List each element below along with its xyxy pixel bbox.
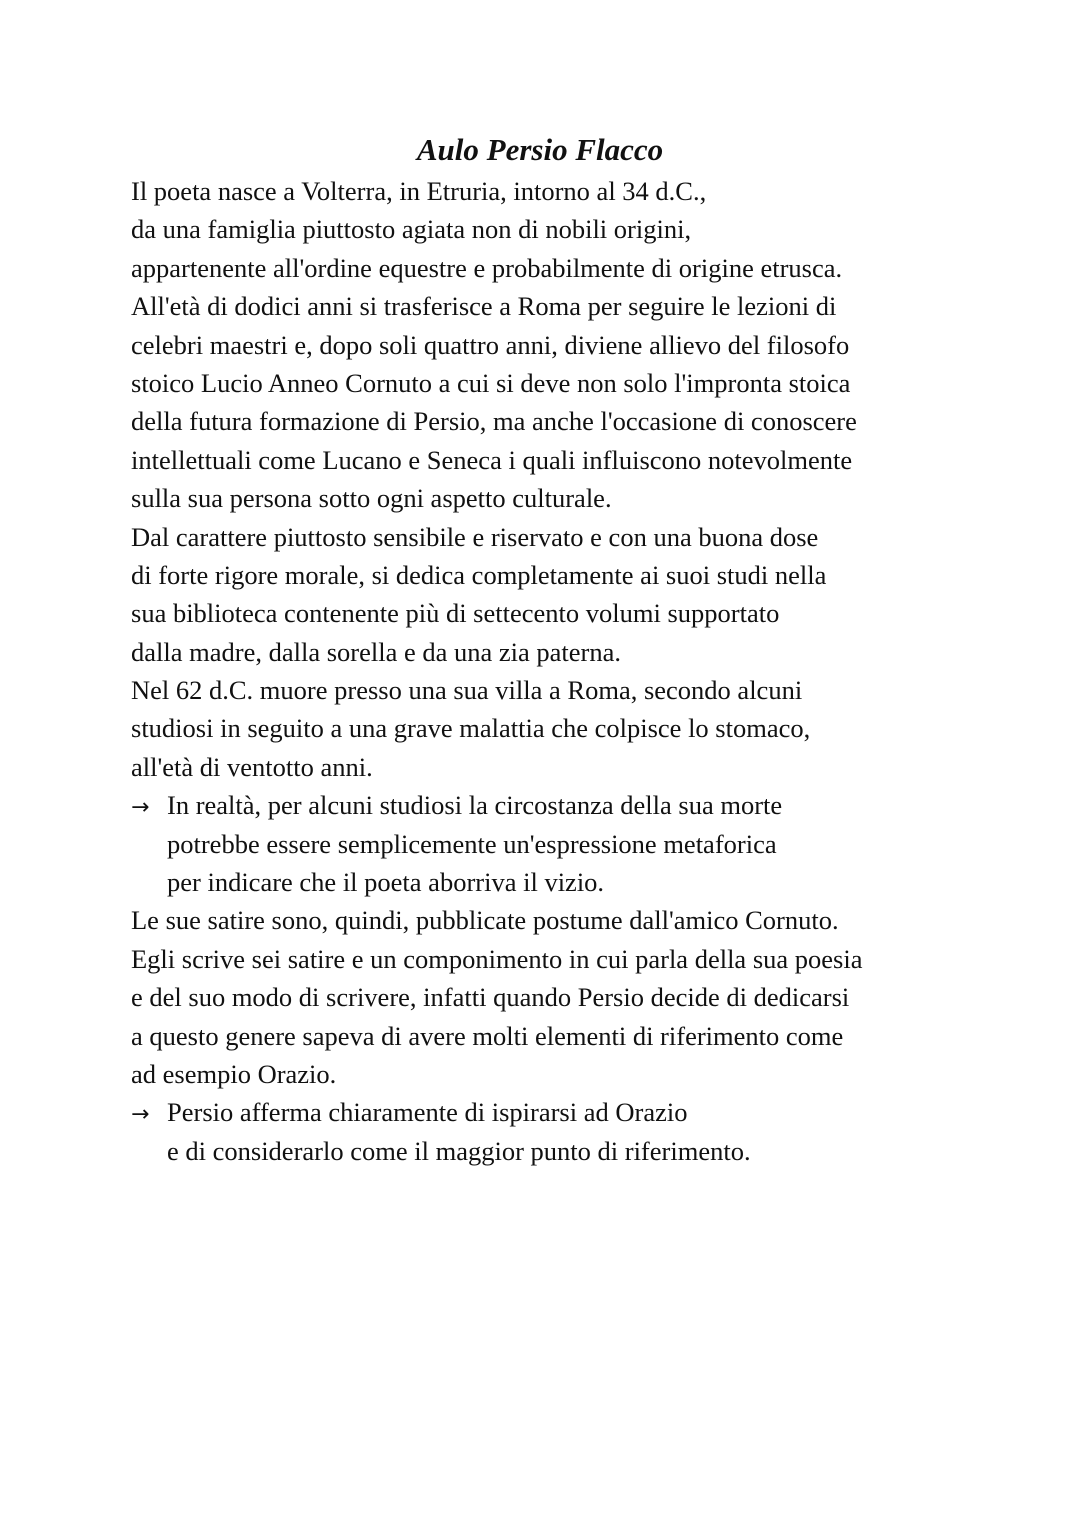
text-line: sua biblioteca contenente più di settecento volumi supportato <box>131 598 780 629</box>
note-line <box>131 1093 1031 1131</box>
text-line: studiosi in seguito a una grave malattia che colpisce lo stomaco, <box>131 713 811 744</box>
text-line: da una famiglia piuttosto agiata non di nobili origini, <box>131 214 692 245</box>
note-line-indented: potrebbe essere semplicemente un'espressione metaforica <box>167 828 777 859</box>
text-line: All'età di dodici anni si trasferisce a Roma per seguire le lezioni di <box>131 291 837 322</box>
text-line: a questo genere sapeva di avere molti elementi di riferimento come <box>131 1020 844 1051</box>
text-line: celebri maestri e, dopo soli quattro anni, diviene allievo del filosofo <box>131 329 850 360</box>
text-line: Dal carattere piuttosto sensibile e riservato e con una buona dose <box>131 521 819 552</box>
text-line: sulla sua persona sotto ogni aspetto culturale. <box>131 483 612 514</box>
text-line: della futura formazione di Persio, ma anche l'occasione di conoscere <box>131 406 857 437</box>
arrow-icon: → <box>131 1102 150 1128</box>
note-line-indented: per indicare che il poeta aborriva il vizio. <box>167 867 605 898</box>
text-line: Nel 62 d.C. muore presso una sua villa a Roma, secondo alcuni <box>131 675 803 706</box>
text-line: stoico Lucio Anneo Cornuto a cui si deve non solo l'impronta stoica <box>131 367 851 398</box>
text-line: e del suo modo di scrivere, infatti quando Persio decide di dedicarsi <box>131 982 850 1013</box>
text-line: di forte rigore morale, si dedica completamente ai suoi studi nella <box>131 559 827 590</box>
text-line: Le sue satire sono, quindi, pubblicate postume dall'amico Cornuto. <box>131 905 839 936</box>
text-line: Il poeta nasce a Volterra, in Etruria, intorno al 34 d.C., <box>131 176 707 206</box>
text-line: Egli scrive sei satire e un componimento in cui parla della sua poesia <box>131 943 863 974</box>
text-line: all'età di ventotto anni. <box>131 751 373 782</box>
document-title: Aulo Persio Flacco <box>416 132 664 167</box>
note-text: Persio afferma chiaramente di ispirarsi ad Orazio <box>167 1097 688 1128</box>
document-body <box>131 172 1031 1170</box>
note-text: In realtà, per alcuni studiosi la circostanza della sua morte <box>167 790 783 821</box>
text-line: ad esempio Orazio. <box>131 1058 337 1089</box>
text-line: appartenente all'ordine equestre e probabilmente di origine etrusca. <box>131 252 843 283</box>
note-line <box>131 786 1031 824</box>
note-line-indented: e di considerarlo come il maggior punto di riferimento. <box>167 1135 751 1166</box>
text-line: intellettuali come Lucano e Seneca i quali influiscono notevolmente <box>131 444 853 475</box>
text-line: dalla madre, dalla sorella e da una zia paterna. <box>131 636 621 667</box>
arrow-icon: → <box>131 795 150 821</box>
